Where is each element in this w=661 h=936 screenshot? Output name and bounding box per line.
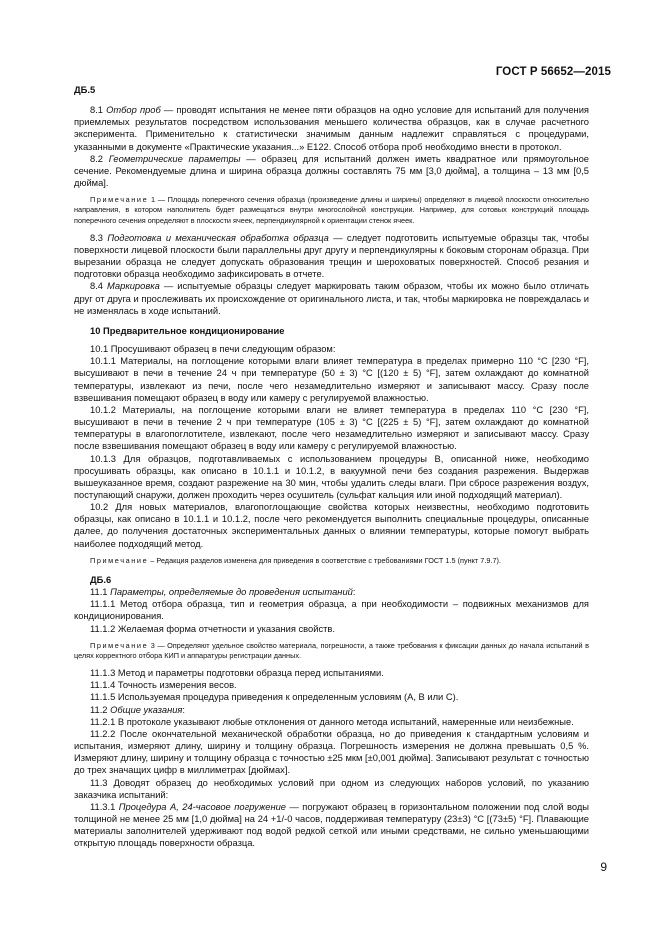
paragraph-11-3-1 [74,801,589,850]
clause-colon: : [352,587,356,598]
note-1 [74,195,589,226]
paragraph-11-2-2: 11.2.2 После окончательной механической обработки образца, но до приведения к стандартным условиям и испытания, измеряют длину, ширину и толщину образца. Погрешность измерения не должна превышать 0,5 %. Измеряют длину, ширину и толщину образца с точностью ±25 мкм [±0,001 дюйма]. Записывают результат с точностью до трех значащих цифр в миллиметрах [дюймах]. [74,728,589,776]
paragraph-11-1-5: 11.1.5 Используемая процедура приведения к определенным условиям (А, В или С). [90,692,459,703]
page-body [74,84,589,850]
clause-number: 8.2 [90,153,109,164]
note-3 [74,641,589,661]
clause-term: Маркировка [107,281,160,292]
paragraph-11-1-2: 11.1.2 Желаемая форма отчетности и указания свойств. [90,623,335,634]
paragraph-11-1-3: 11.1.3 Метод и параметры подготовки образца перед испытаниями. [90,668,384,679]
clause-number: 11.2 [90,704,111,715]
paragraph-10-1-1: 10.1.1 Материалы, на поглощение которыми влаги влияет температура в пределах примерно 110 °С [230 °F], высушивают в печи в течение 24 ч при температуре (50 ± 3) °С [(120 ± 5) °F], затем охлаждают до комнатной температуры, извлекают из печи, после чего незамедлительно измеряют и записывают массу. Сразу после взвешивания помещают образец в воду или камеру с регулируемой влажностью. [74,356,589,403]
paragraph-10-2: 10.2 Для новых материалов, влагопоглощающие свойства которых неизвестны, необходимо подготовить образцы, как описано в 10.1.1 и 10.1.2, после чего рекомендуется выполнить специальные процедуры, описанные далее, до получения достаточных экспериментальных данных о влиянии температуры, которые помогут выбрать наиболее подходящий метод. [74,502,589,549]
paragraph-8-1 [74,104,589,153]
paragraph-11-1-4: 11.1.4 Точность измерения весов. [90,680,237,691]
section-heading-10: 10 Предварительное кондиционирование [90,325,285,336]
annex-heading-db5: ДБ.5 [74,85,96,95]
clause-text: — испытуемые образцы следует маркировать таким образом, чтобы их можно было отличать друг от друга и прослеживать их происхождение от оригинального листа, и так, чтобы маркировка не повреждалась и не изменялась в ходе испытаний. [74,281,589,316]
paragraph-10-1-2: 10.1.2 Материалы, на поглощение которыми влаги не влияет температура в пределах 110 °С [230 °F], высушивают в печи в течение 2 ч при температуре (105 ± 3) °С [(225 ± 5) °F], затем охлаждают до комнатной температуры в влагопоглотителе, извлекают, после чего незамедлительно измеряют и записывают массу. Сразу после взвешивания помещают образец в воду или камеру с регулируемой влажностью. [74,404,589,452]
paragraph-8-4 [74,280,589,316]
clause-text: — образец для испытаний должен иметь квадратное или прямоугольное сечение. Рекомендуемые длина и ширина образца должны составлять 75 мм [3,0 дюйма], а толщина – 13 мм [0,5 дюйма]. [74,153,589,189]
clause-term: Геометрические параметры [108,153,241,164]
clause-number: 8.1 [90,105,107,116]
clause-term: Общие указания [110,704,183,715]
note-text: 3 — Определяют удельное свойство материала, погрешности, а также требования к фиксации данных до начала испытаний в целях корректного отбора КИП и аппаратуры регистрации данных. [74,640,589,660]
note-text: 1 — Площадь поперечного сечения образца (произведение длины и ширины) определяют в лицевой плоскости относительно направления, в котором наполнитель будет размещаться внутри многослойной конструкции. Например, для сотовых конструкций площадь поперечного сечения определяют в плоскости ячеек, перпендикулярной к ориентации стенок ячеек. [74,195,589,225]
clause-text: — проводят испытания не менее пяти образцов на одно условие для испытаний для получения приемлемых результатов посредством использования меньшего количества образцов, как в случае расчетного эксперимента. Применительно к статистически значимым данным надлежит справляться с процедурами, указанными в документе «Практические указания...» Е122. Способ отбора проб необходимо внести в протокол. [74,105,589,152]
paragraph-10-1: 10.1 Просушивают образец в печи следующим образом: [90,344,336,355]
clause-number: 11.3.1 [90,801,119,812]
note-label: Примечание [90,195,149,205]
note-label: Примечание [90,640,149,650]
page-number: 9 [600,860,607,874]
clause-colon: : [182,704,186,715]
clause-term: Параметры, определяемые до проведения испытаний [110,587,353,598]
clause-term: Процедура А, 24-часовое погружение [118,801,286,812]
document-id-header: ГОСТ Р 56652—2015 [495,66,611,78]
note-label: Примечание [90,555,149,565]
clause-text: — следует подготовить испытуемые образцы так, чтобы поверхности лицевой плоскости были параллельны друг другу и перпендикулярны к боковым сторонам образца. При вырезании образца не следует допускать образования трещин и шероховатых поверхностей. Способ резания и подготовки образца необходимо зафиксировать в отчете. [74,232,589,280]
paragraph-11-3: 11.3 Доводят образец до необходимых условий при одном из следующих наборов условий, по указанию заказчика испытаний: [74,777,589,800]
clause-number: 8.3 [90,232,108,243]
paragraph-8-3 [74,232,589,281]
paragraph-8-2 [74,153,589,189]
note-text: – Редакция разделов изменена для приведения в соответствие с требованиями ГОСТ 1.5 (пункт 7.9.7). [148,555,501,565]
note-editorial [74,556,589,566]
clause-term: Отбор проб [106,105,161,116]
paragraph-11-2 [74,704,589,716]
clause-text: — погружают образец в горизонтальном положении под слой воды толщиной не менее 25 мм [1,0 дюйма] на 24 +1/-0 часов, поддерживая температуру (23±3) °С [(73±5) °F]. Плавающие материалы заполнителей удерживают под водой редкой сеткой или иными средствами, не сильно уменьшающими открытую площадь поверхности образца. [74,801,589,849]
paragraph-10-1-3: 10.1.3 Для образцов, подготавливаемых с использованием процедуры В, описанной ниже, необходимо просушивать образцы, как описано в 10.1.1 и 10.1.2, в вакуумной печи без создания разрежения. Выдержав вышеуказанное время, создают разрежение на 30 мин, чтобы удалить следы влаги. При сбросе разрежения воздух, поступающий снаружи, должен проходить через осушитель (сульфат кальция или иной подходящий материал). [74,453,589,500]
clause-term: Подготовка и механическая обработка образца [107,232,329,243]
paragraph-11-1 [74,586,589,598]
paragraph-11-2-1: 11.2.1 В протоколе указывают любые отклонения от данного метода испытаний, намеренные или неизбежные. [90,716,574,727]
clause-number: 11.1 [90,587,111,598]
annex-heading-db6: ДБ.6 [90,574,112,585]
paragraph-11-1-1: 11.1.1 Метод отбора образца, тип и геометрия образца, а при необходимости – подвижных механизмов для кондиционирования. [74,599,589,622]
clause-number: 8.4 [90,281,108,292]
